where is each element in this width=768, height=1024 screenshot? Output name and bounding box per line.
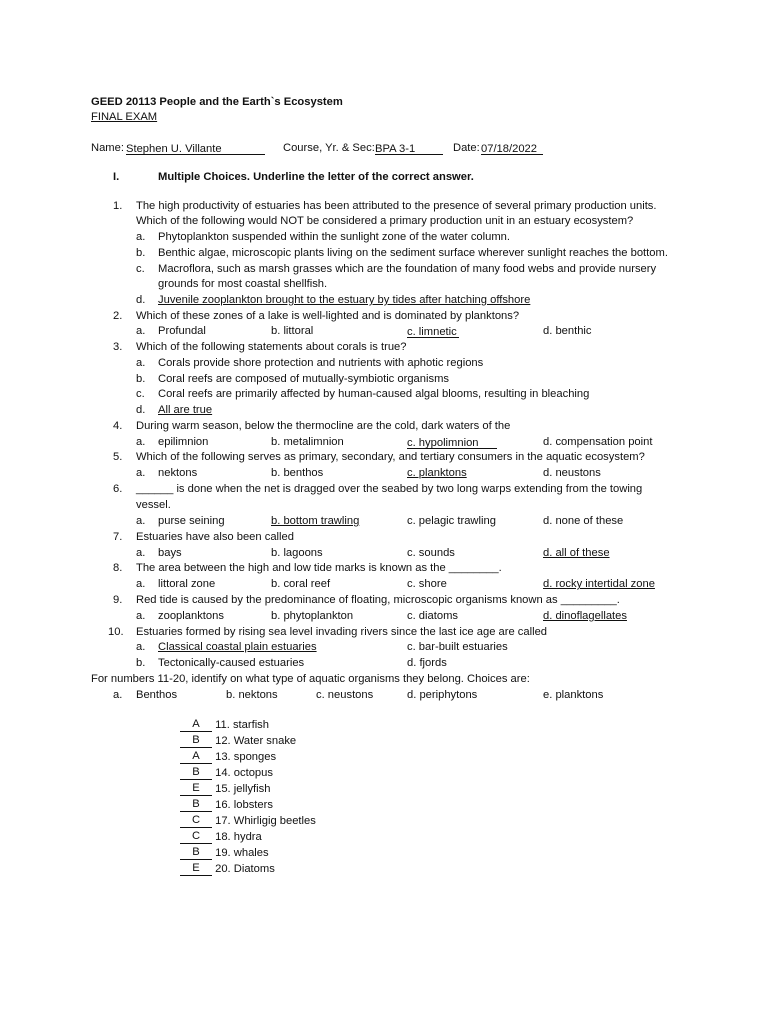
exam-type: FINAL EXAM — [91, 111, 158, 123]
list-item — [180, 814, 316, 828]
option-letter: a. — [136, 610, 146, 622]
question-text: ______ is done when the net is dragged over the seabed by two long warps extending from the towing — [136, 483, 643, 495]
choice-periphytons: d. periphytons — [407, 689, 478, 701]
item-label: 11. starfish — [215, 719, 269, 731]
option-letter: d. — [136, 294, 146, 306]
answer-value: B — [192, 766, 200, 778]
answer-value: B — [192, 798, 200, 810]
choice-benthos: Benthos — [136, 689, 178, 701]
question-number: 7. — [113, 531, 123, 543]
option-text: grounds for most coastal shellfish. — [158, 278, 328, 290]
option-letter: a. — [136, 231, 146, 243]
question-text: Which of the following statements about corals is true? — [136, 341, 407, 353]
question-number: 6. — [113, 483, 123, 495]
option-text: c. sounds — [407, 547, 455, 559]
section-value: BPA 3-1 — [375, 143, 416, 155]
question-text: Which of these zones of a lake is well-lighted and is dominated by planktons? — [136, 310, 520, 322]
course-title: GEED 20113 People and the Earth`s Ecosystem — [91, 96, 343, 108]
option-letter: c. — [136, 263, 145, 275]
list-item — [180, 798, 273, 812]
option-text: d. fjords — [407, 657, 447, 669]
option-text: d. benthic — [543, 325, 592, 337]
answer-value: C — [191, 814, 201, 826]
option-text: c. shore — [407, 578, 447, 590]
selected-answer: c. hypolimnion — [407, 435, 497, 449]
option-letter: a. — [136, 436, 146, 448]
selected-answer: c. limnetic — [407, 324, 459, 338]
option-text: epilimnion — [158, 436, 209, 448]
item-label: 20. Diatoms — [215, 863, 275, 875]
choice-nektons: b. nektons — [226, 689, 278, 701]
selected-answer: Juvenile zooplankton brought to the estuary by tides after hatching offshore — [158, 294, 531, 306]
section-label: Course, Yr. & Sec: — [283, 142, 375, 154]
option-text: zooplanktons — [158, 610, 224, 622]
option-text: b. littoral — [271, 325, 314, 337]
list-item — [180, 782, 270, 796]
option-text: nektons — [158, 467, 198, 479]
option-letter: b. — [136, 373, 146, 385]
option-text: b. phytoplankton — [271, 610, 354, 622]
question-text: Which of the following would NOT be considered a primary production unit in an estuary ecosystem? — [136, 215, 634, 227]
item-label: 16. lobsters — [215, 799, 273, 811]
question-text: Which of the following serves as primary, secondary, and tertiary consumers in the aquatic ecosystem? — [136, 451, 645, 463]
selected-answer: d. rocky intertidal zone — [543, 578, 655, 590]
question-text: The area between the high and low tide marks is known as the ________. — [136, 562, 502, 574]
option-text: Phytoplankton suspended within the sunlight zone of the water column. — [158, 231, 511, 243]
list-item — [180, 750, 276, 764]
option-text: Profundal — [158, 325, 206, 337]
answer-value: E — [192, 782, 200, 794]
question-number: 8. — [113, 562, 123, 574]
name-value: Stephen U. Villante — [126, 143, 222, 155]
name-label: Name: — [91, 142, 124, 154]
selected-answer: All are true — [158, 404, 213, 416]
selected-answer: d. dinoflagellates — [543, 610, 627, 622]
selected-answer: Classical coastal plain estuaries — [158, 641, 317, 653]
option-text: Tectonically-caused estuaries — [158, 657, 305, 669]
option-text: b. lagoons — [271, 547, 323, 559]
option-text: Macroflora, such as marsh grasses which are the foundation of many food webs and provide nursery — [158, 263, 657, 275]
item-label: 15. jellyfish — [215, 783, 271, 795]
answer-value: E — [192, 862, 200, 874]
list-item — [180, 718, 269, 732]
option-text: b. metalimnion — [271, 436, 344, 448]
option-text: Coral reefs are composed of mutually-symbiotic organisms — [158, 373, 449, 385]
choice-letter: a. — [113, 689, 123, 701]
option-text: d. compensation point — [543, 436, 653, 448]
option-text: b. benthos — [271, 467, 324, 479]
option-letter: a. — [136, 325, 146, 337]
question-number: 9. — [113, 594, 123, 606]
date-field — [481, 141, 543, 155]
answer-value: B — [192, 846, 200, 858]
date-value: 07/18/2022 — [481, 143, 537, 155]
list-item — [180, 862, 275, 876]
option-text: c. diatoms — [407, 610, 458, 622]
option-letter: d. — [136, 404, 146, 416]
option-letter: c. — [136, 388, 145, 400]
list-item — [180, 766, 273, 780]
option-text: d. none of these — [543, 515, 624, 527]
option-text: bays — [158, 547, 182, 559]
choice-neustons: c. neustons — [316, 689, 374, 701]
item-label: 13. sponges — [215, 751, 277, 763]
name-field — [126, 141, 265, 155]
list-item — [180, 830, 262, 844]
option-text: b. coral reef — [271, 578, 331, 590]
section2-instruction: For numbers 11-20, identify on what type of aquatic organisms they belong. Choices are: — [91, 673, 530, 685]
selected-answer: b. bottom trawling — [271, 515, 360, 527]
option-text: purse seining — [158, 515, 225, 527]
question-text: Estuaries have also been called — [136, 531, 294, 543]
option-text: littoral zone — [158, 578, 216, 590]
choice-planktons: e. planktons — [543, 689, 604, 701]
section-number: I. — [113, 171, 120, 183]
option-letter: a. — [136, 515, 146, 527]
option-letter: a. — [136, 641, 146, 653]
answer-value: C — [191, 830, 201, 842]
list-item — [180, 734, 296, 748]
question-number: 10. — [108, 626, 124, 638]
answer-value: A — [192, 718, 200, 730]
option-letter: a. — [136, 547, 146, 559]
option-text: d. neustons — [543, 467, 601, 479]
question-number: 4. — [113, 420, 123, 432]
section-instruction: Multiple Choices. Underline the letter of the correct answer. — [158, 171, 474, 183]
option-text: c. bar-built estuaries — [407, 641, 508, 653]
list-item — [180, 846, 269, 860]
item-label: 17. Whirligig beetles — [215, 815, 316, 827]
item-label: 12. Water snake — [215, 735, 297, 747]
option-text: Corals provide shore protection and nutrients with aphotic regions — [158, 357, 484, 369]
question-text: Red tide is caused by the predominance of floating, microscopic organisms known as _________. — [136, 594, 620, 606]
selected-answer: d. all of these — [543, 547, 610, 559]
section-field — [375, 141, 443, 155]
option-text: Coral reefs are primarily affected by human-caused algal blooms, resulting in bleaching — [158, 388, 590, 400]
question-text: Estuaries formed by rising sea level invading rivers since the last ice age are called — [136, 626, 548, 638]
option-letter: a. — [136, 357, 146, 369]
question-number: 2. — [113, 310, 123, 322]
answer-value: B — [192, 734, 200, 746]
item-label: 19. whales — [215, 847, 269, 859]
question-text: During warm season, below the thermocline are the cold, dark waters of the — [136, 420, 511, 432]
question-number: 1. — [113, 200, 123, 212]
date-label: Date: — [453, 142, 480, 154]
answer-value: A — [192, 750, 200, 762]
question-text: The high productivity of estuaries has been attributed to the presence of several primary production units. — [136, 200, 657, 212]
option-letter: b. — [136, 657, 146, 669]
selected-answer: c. planktons — [407, 467, 467, 479]
question-number: 5. — [113, 451, 123, 463]
question-number: 3. — [113, 341, 123, 353]
option-text: Benthic algae, microscopic plants living on the sediment surface wherever sunlight reaches the bottom. — [158, 247, 668, 259]
option-letter: b. — [136, 247, 146, 259]
question-text: vessel. — [136, 499, 171, 511]
item-label: 14. octopus — [215, 767, 273, 779]
item-label: 18. hydra — [215, 831, 262, 843]
option-letter: a. — [136, 467, 146, 479]
option-text: c. pelagic trawling — [407, 515, 496, 527]
option-letter: a. — [136, 578, 146, 590]
